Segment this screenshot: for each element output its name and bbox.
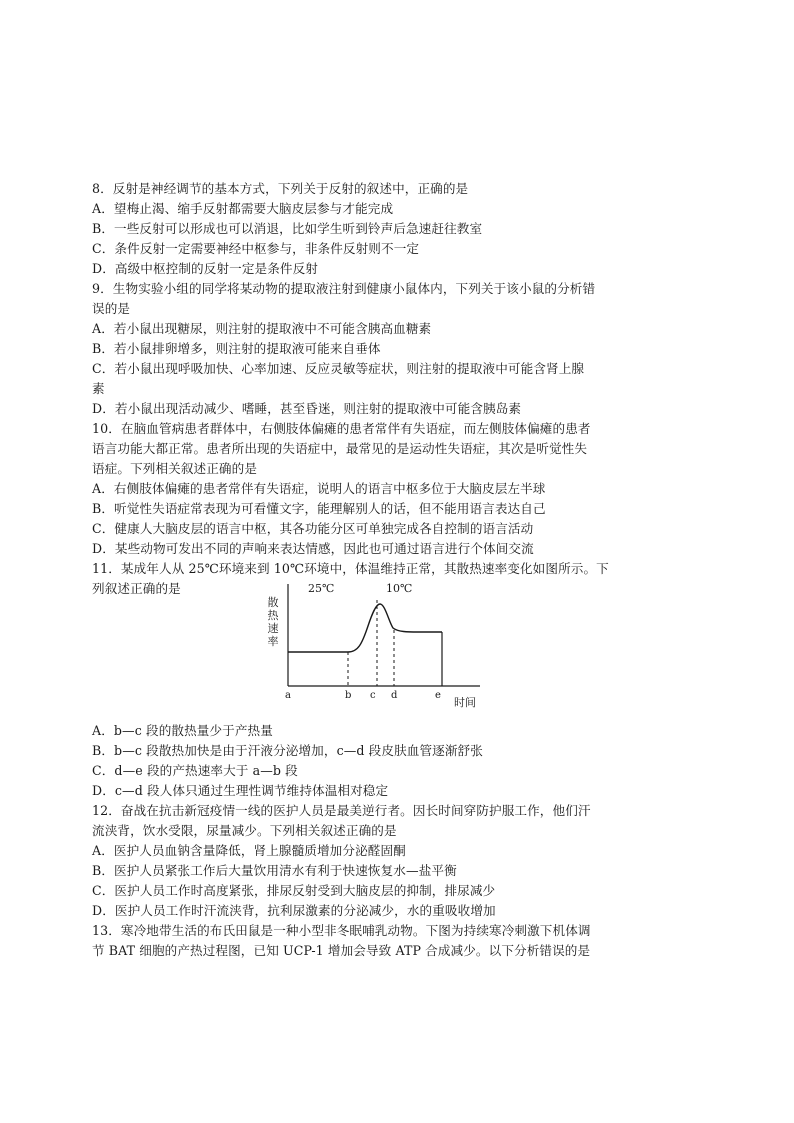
- text-line: 12．奋战在抗击新冠疫情一线的医护人员是最美逆行者。因长时间穿防护服工作，他们汗: [92, 803, 591, 818]
- text-line: A．若小鼠出现糖尿，则注射的提取液中不可能含胰高血糖素: [92, 321, 432, 336]
- text-line: D．若小鼠出现活动减少、嗜睡，甚至昏迷，则注射的提取液中可能含胰岛素: [92, 401, 522, 416]
- text-line: D．医护人员工作时汗流浃背，抗利尿激素的分泌减少，水的重吸收增加: [92, 903, 496, 918]
- label-10: 10℃: [386, 582, 413, 595]
- heat-dissipation-chart: [258, 574, 500, 712]
- text-line: 误的是: [92, 301, 131, 316]
- point-b: b: [345, 690, 352, 701]
- text-line: 13．寒冷地带生活的布氏田鼠是一种小型非冬眠哺乳动物。下图为持续寒冷刺激下机体调: [92, 923, 591, 938]
- x-axis-label: 时间: [454, 696, 476, 709]
- text-line: 列叙述正确的是: [92, 581, 181, 596]
- text-line: C．医护人员工作时高度紧张，排尿反射受到大脑皮层的抑制，排尿减少: [92, 883, 496, 898]
- text-line: C．健康人大脑皮层的语言中枢，其各功能分区可单独完成各自控制的语言活动: [92, 521, 534, 536]
- text-line: B．听觉性失语症常表现为可看懂文字，能理解别人的话，但不能用语言表达自己: [92, 501, 546, 516]
- text-line: B．b—c 段散热加快是由于汗液分泌增加，c—d 段皮肤血管逐渐舒张: [92, 743, 483, 758]
- point-e: e: [435, 690, 441, 701]
- text-line: D．c—d 段人体只通过生理性调节维持体温相对稳定: [92, 783, 389, 798]
- text-line: 流浃背，饮水受限，尿量减少。下列相关叙述正确的是: [92, 823, 397, 838]
- text-line: 节 BAT 细胞的产热过程图，已知 UCP-1 增加会导致 ATP 合成减少。以下分析错误的是: [92, 943, 591, 958]
- text-line: C．d—e 段的产热速率大于 a—b 段: [92, 763, 298, 778]
- text-line: 11．某成年人从 25℃环境来到 10℃环境中，体温维持正常，其散热速率变化如图所示。下: [92, 561, 609, 576]
- text-line: C．条件反射一定需要神经中枢参与，非条件反射则不一定: [92, 241, 420, 256]
- text-line: 10．在脑血管病患者群体中，右侧肢体偏瘫的患者常伴有失语症，而左侧肢体偏瘫的患者: [92, 421, 591, 436]
- text-line: 9．生物实验小组的同学将某动物的提取液注射到健康小鼠体内，下列关于该小鼠的分析错: [92, 281, 596, 296]
- y-axis-label: 散热速率: [267, 596, 279, 648]
- text-line: C．若小鼠出现呼吸加快、心率加速、反应灵敏等症状，则注射的提取液中可能含肾上腺: [92, 361, 585, 376]
- point-a: a: [285, 690, 291, 701]
- text-line: B．若小鼠排卵增多，则注射的提取液可能来自垂体: [92, 341, 381, 356]
- text-line: B．医护人员紧张工作后大量饮用清水有利于快速恢复水—盐平衡: [92, 863, 457, 878]
- text-line: B．一些反射可以形成也可以消退，比如学生听到铃声后急速赶往教室: [92, 221, 483, 236]
- text-line: D．某些动物可发出不同的声响来表达情感，因此也可通过语言进行个体间交流: [92, 541, 534, 556]
- text-line: D．高级中枢控制的反射一定是条件反射: [92, 261, 318, 276]
- text-line: 语言功能大都正常。患者所出现的失语症中，最常见的是运动性失语症，其次是听觉性失: [92, 441, 588, 456]
- point-c: c: [370, 690, 376, 701]
- text-line: A．医护人员血钠含量降低，肾上腺髓质增加分泌醛固酮: [92, 843, 406, 858]
- label-25: 25℃: [308, 582, 335, 595]
- text-line: 语症。下列相关叙述正确的是: [92, 461, 258, 476]
- text-line: 8．反射是神经调节的基本方式，下列关于反射的叙述中，正确的是: [92, 181, 469, 196]
- heat-rate-curve: [288, 604, 442, 652]
- text-line: A．望梅止渴、缩手反射都需要大脑皮层参与才能完成: [92, 201, 394, 216]
- heat-dissipation-figure: [258, 574, 500, 712]
- text-line: A．b—c 段的散热量少于产热量: [92, 723, 273, 738]
- text-line: 素: [92, 381, 105, 396]
- point-d: d: [391, 690, 398, 701]
- text-line: A．右侧肢体偏瘫的患者常伴有失语症，说明人的语言中枢多位于大脑皮层左半球: [92, 481, 546, 496]
